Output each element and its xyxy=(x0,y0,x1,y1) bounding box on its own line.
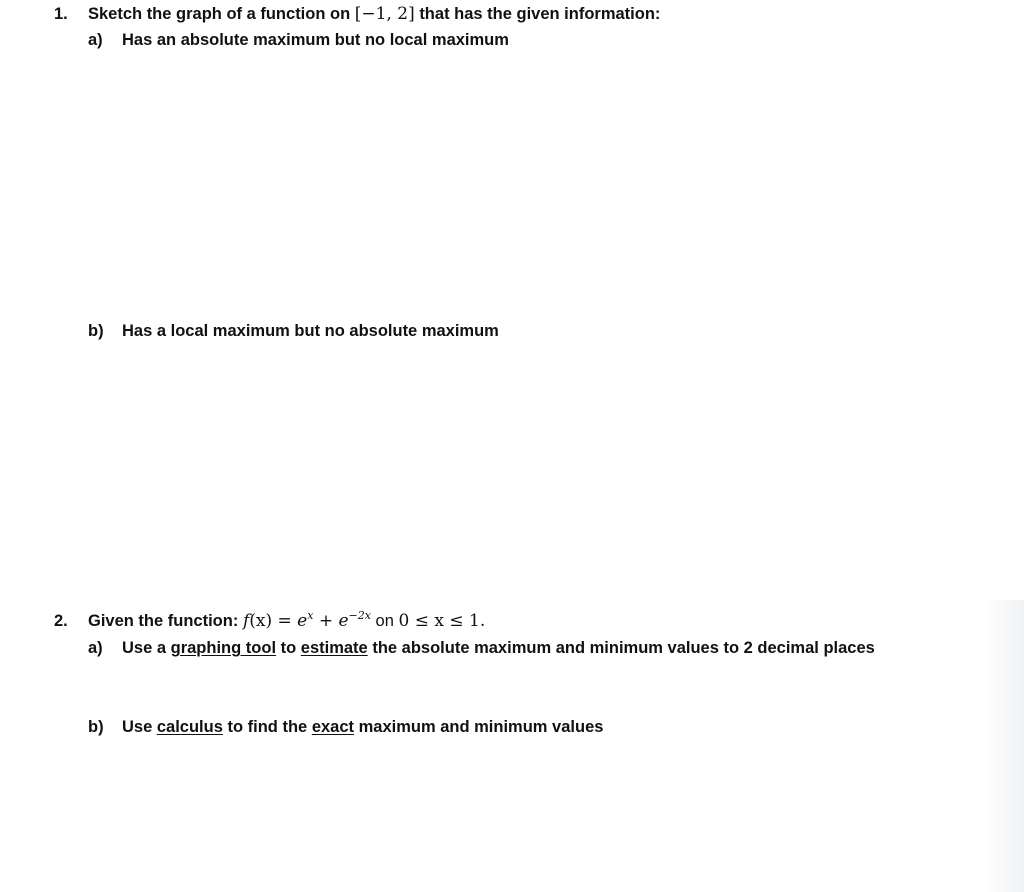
function-domain: 0 ≤ x ≤ 1. xyxy=(398,611,486,631)
part-label: a) xyxy=(88,31,103,49)
part-label: b) xyxy=(88,322,104,340)
question-prompt: Sketch the graph of a function on [−1, 2] that has the given information: xyxy=(88,4,661,24)
underlined-term: estimate xyxy=(300,639,368,657)
part-text: Has an absolute maximum but no local maximum xyxy=(122,31,509,49)
part-text: Use a graphing tool to estimate the absolute maximum and minimum values to 2 decimal places xyxy=(122,639,875,657)
part-text: Has a local maximum but no absolute maximum xyxy=(122,322,499,340)
question-number: 2. xyxy=(54,612,68,630)
question-prompt: Given the function: $f(x) = e^x + e^{-2x}$ on 0 ≤ x ≤ 1. xyxy=(88,609,486,631)
interval: [−1, 2] xyxy=(354,4,415,24)
underlined-term: exact xyxy=(311,718,355,736)
function-definition: $f(x) = e^x + e^{-2x}$ xyxy=(242,609,371,631)
page-edge-shadow xyxy=(984,600,1024,892)
underlined-term: graphing tool xyxy=(170,639,277,657)
part-label: a) xyxy=(88,639,103,657)
underlined-term: calculus xyxy=(156,718,223,736)
part-label: b) xyxy=(88,718,104,736)
question-number: 1. xyxy=(54,5,68,23)
part-text: Use calculus to find the exact maximum and minimum values xyxy=(122,718,604,736)
